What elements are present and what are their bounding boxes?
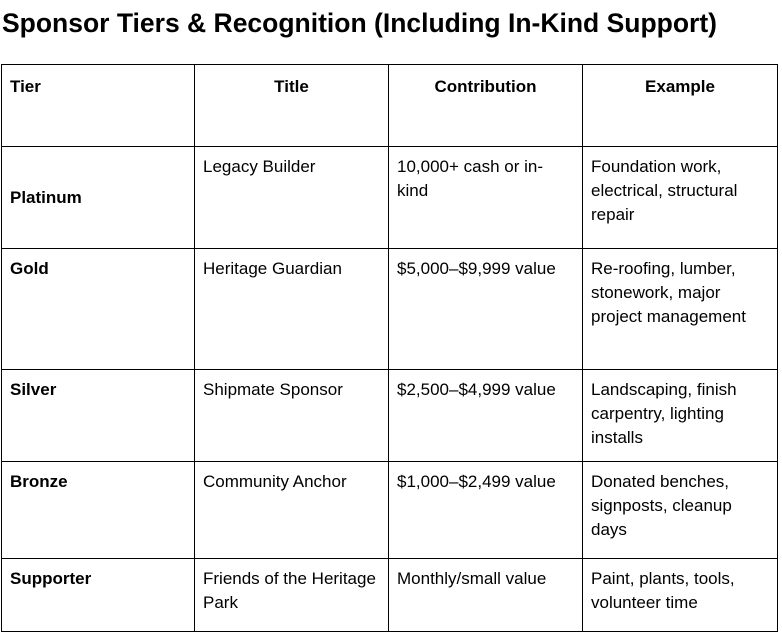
header-contribution: Contribution: [389, 65, 583, 147]
contribution-cell: $1,000–$2,499 value: [389, 462, 583, 559]
header-tier: Tier: [2, 65, 195, 147]
header-title: Title: [195, 65, 389, 147]
tier-cell: Gold: [2, 249, 195, 370]
title-cell: Community Anchor: [195, 462, 389, 559]
example-cell: Landscaping, finish carpentry, lighting installs: [583, 370, 778, 462]
table-row: [2, 370, 778, 462]
title-cell: Heritage Guardian: [195, 249, 389, 370]
tier-cell: Platinum: [2, 147, 195, 249]
table-row: [2, 249, 778, 370]
tier-cell: Supporter: [2, 559, 195, 632]
contribution-cell: 10,000+ cash or in-kind: [389, 147, 583, 249]
sponsor-tiers-table: [1, 64, 778, 632]
table-row: [2, 462, 778, 559]
contribution-cell: $5,000–$9,999 value: [389, 249, 583, 370]
contribution-cell: $2,500–$4,999 value: [389, 370, 583, 462]
example-cell: Re-roofing, lumber, stonework, major project management: [583, 249, 778, 370]
example-cell: Paint, plants, tools, volunteer time: [583, 559, 778, 632]
document-title: Sponsor Tiers & Recognition (Including In-Kind Support): [2, 8, 717, 38]
tier-cell: Silver: [2, 370, 195, 462]
title-cell: Friends of the Heritage Park: [195, 559, 389, 632]
contribution-cell: Monthly/small value: [389, 559, 583, 632]
header-example: Example: [583, 65, 778, 147]
example-cell: Donated benches, signposts, cleanup days: [583, 462, 778, 559]
tier-cell: Bronze: [2, 462, 195, 559]
title-cell: Shipmate Sponsor: [195, 370, 389, 462]
example-cell: Foundation work, electrical, structural repair: [583, 147, 778, 249]
table-row: [2, 147, 778, 249]
table-header-row: [2, 65, 778, 147]
title-cell: Legacy Builder: [195, 147, 389, 249]
table-row: [2, 559, 778, 632]
